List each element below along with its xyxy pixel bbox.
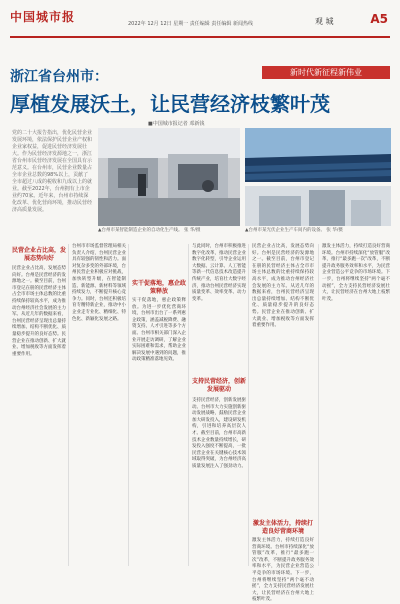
subhead-4: 激发主体活力，持续打造良好营商环境: [252, 520, 313, 535]
headline: 厚植发展沃土，让民营经济枝繁叶茂: [10, 92, 330, 116]
body-column-3: 实干促落地，惠企政策释放。为进一步优化营商环境，台州市出台了一系列惠企政策，涵盖减税降费、融资支持、人才引进等多个方面。台州市相关部门深入企业开展走访调研，了解企业实际困难和需求，帮助企业解决发展中遇到的问题，推动政策精准落地见效。: [132, 298, 186, 363]
photo-caption-2: ▲台州市某光伏企业生产车间内的设备。 张 华/摄: [245, 228, 343, 233]
body-column-4b: 支持民营经济，创新发展驱动。台州市大力实施创新驱动发展战略，鼓励民营企业加大研发投入，建设研发机构，引进和培养高层次人才。截至目前，台州市高新技术企业数量持续增长，研发投入强度不断提高，一批民营企业在关键核心技术领域取得突破，为台州经济高质量发展注入了强劲动力。: [192, 398, 246, 469]
newspaper-logo: 中国城市报: [10, 10, 76, 24]
factory-photo: [98, 128, 240, 226]
page-number: A5: [370, 12, 388, 26]
subhead-1: 民营企业占比高，发展态势向好: [12, 247, 67, 262]
body-column-4: 与此同时，台州市积极推进数字化改革，推动民营企业数字化转型，引导企业运用大数据、云计算、人工智能等新一代信息技术改造提升传统产业，培育壮大数字经济，推动台州民营经济实现质量变革、效率变革、动力变革。: [192, 244, 246, 302]
series-banner: 新时代新征程新伟业: [262, 66, 390, 79]
headline-kicker: 浙江省台州市：: [10, 69, 108, 85]
body-column-5: 民营企业占比高，发展态势向好。台州是民营经济的发源地之一。截至目前，台州市登记在册的民营经济主体占全市市场主体总数的比重持续保持较高水平，成为推动台州经济社会发展的主力军。从近几年的数据来看，台州民营经济呈现出总量持续增加、结构不断优化、质量稳步提升的良好态势。民营企业在推动创新、扩大就业、增加税收等方面发挥着重要作用。: [252, 244, 314, 329]
body-column-5b: 激发主体活力，持续打造良好营商环境。台州市持续深化“放管服”改革，推行“最多跑一次”改革，不断提升政务服务效率和水平，为民营企业营造公平竞争的市场环境。下一步，台州将继续坚持“两个毫不动摇”，全力支持民营经济发展壮大，让民营经济在台州大地上枝繁叶茂。: [252, 538, 314, 603]
body-column-1: 民营企业占比高，发展态势向好。台州是民营经济的发源地之一。截至目前，台州市登记在册的民营经济主体占全市市场主体总数的比重持续保持较高水平，成为推动台州经济社会发展的主力军。从近几年的数据来看，台州民营经济呈现出总量持续增加、结构不断优化、质量稳步提升的良好态势。民营企业在推动创新、扩大就业、增加税收等方面发挥着重要作用。: [12, 266, 66, 357]
photo-caption-1: ▲台州市某智能制造企业的自动化生产线。 张 华/摄: [98, 228, 201, 233]
subhead-3: 支持民营经济，创新发展驱动: [192, 378, 247, 393]
body-column-2: 台州市市场监督管理局相关负责人介绍，台州民营企业具有较强的韧性和活力。面对复杂多变的外部环境，台州民营企业积极应对挑战，加快转型升级，在智能制造、新能源、新材料等领域持续发力，不断提升核心竞争力。同时，台州还积极培育专精特新企业，推动中小企业走专业化、精细化、特色化、新颖化发展之路。: [72, 244, 126, 322]
masthead: [10, 6, 390, 36]
masthead-rule: [10, 36, 390, 38]
lead-paragraph: 党的二十大报告指出，优化民营企业发展环境，依法保护民营企业产权和企业家权益，促进民营经济发展壮大。作为民营经济发源地之一，浙江省台州市民营经济发展在全国具有示范意义。在台州市，民营企业数量占全市企业总数的98%以上，贡献了全市超过八成的税收和九成以上的就业。截至2022年，台州拥有上市企业约70家。近年来，台州市持续深化改革、优化营商环境，推动民营经济高质量发展。: [12, 130, 93, 213]
subhead-2: 实干促落地，惠企政策释放: [132, 280, 187, 295]
byline: ■中国城市报记者 邓新钱: [148, 121, 205, 127]
section-name: 观 城: [315, 17, 334, 26]
building-photo: [245, 186, 391, 226]
dateline: 2022年 12月 12日 星期一 责任编辑 责任编辑 新闻热线: [128, 21, 253, 27]
body-column-6: 激发主体活力，持续打造良好营商环境。台州市持续深化“放管服”改革，推行“最多跑一次”改革，不断提升政务服务效率和水平，为民营企业营造公平竞争的市场环境。下一步，台州将继续坚持“两个毫不动摇”，全力支持民营经济发展壮大，让民营经济在台州大地上枝繁叶茂。: [322, 244, 390, 302]
solar-photo: [245, 128, 391, 182]
